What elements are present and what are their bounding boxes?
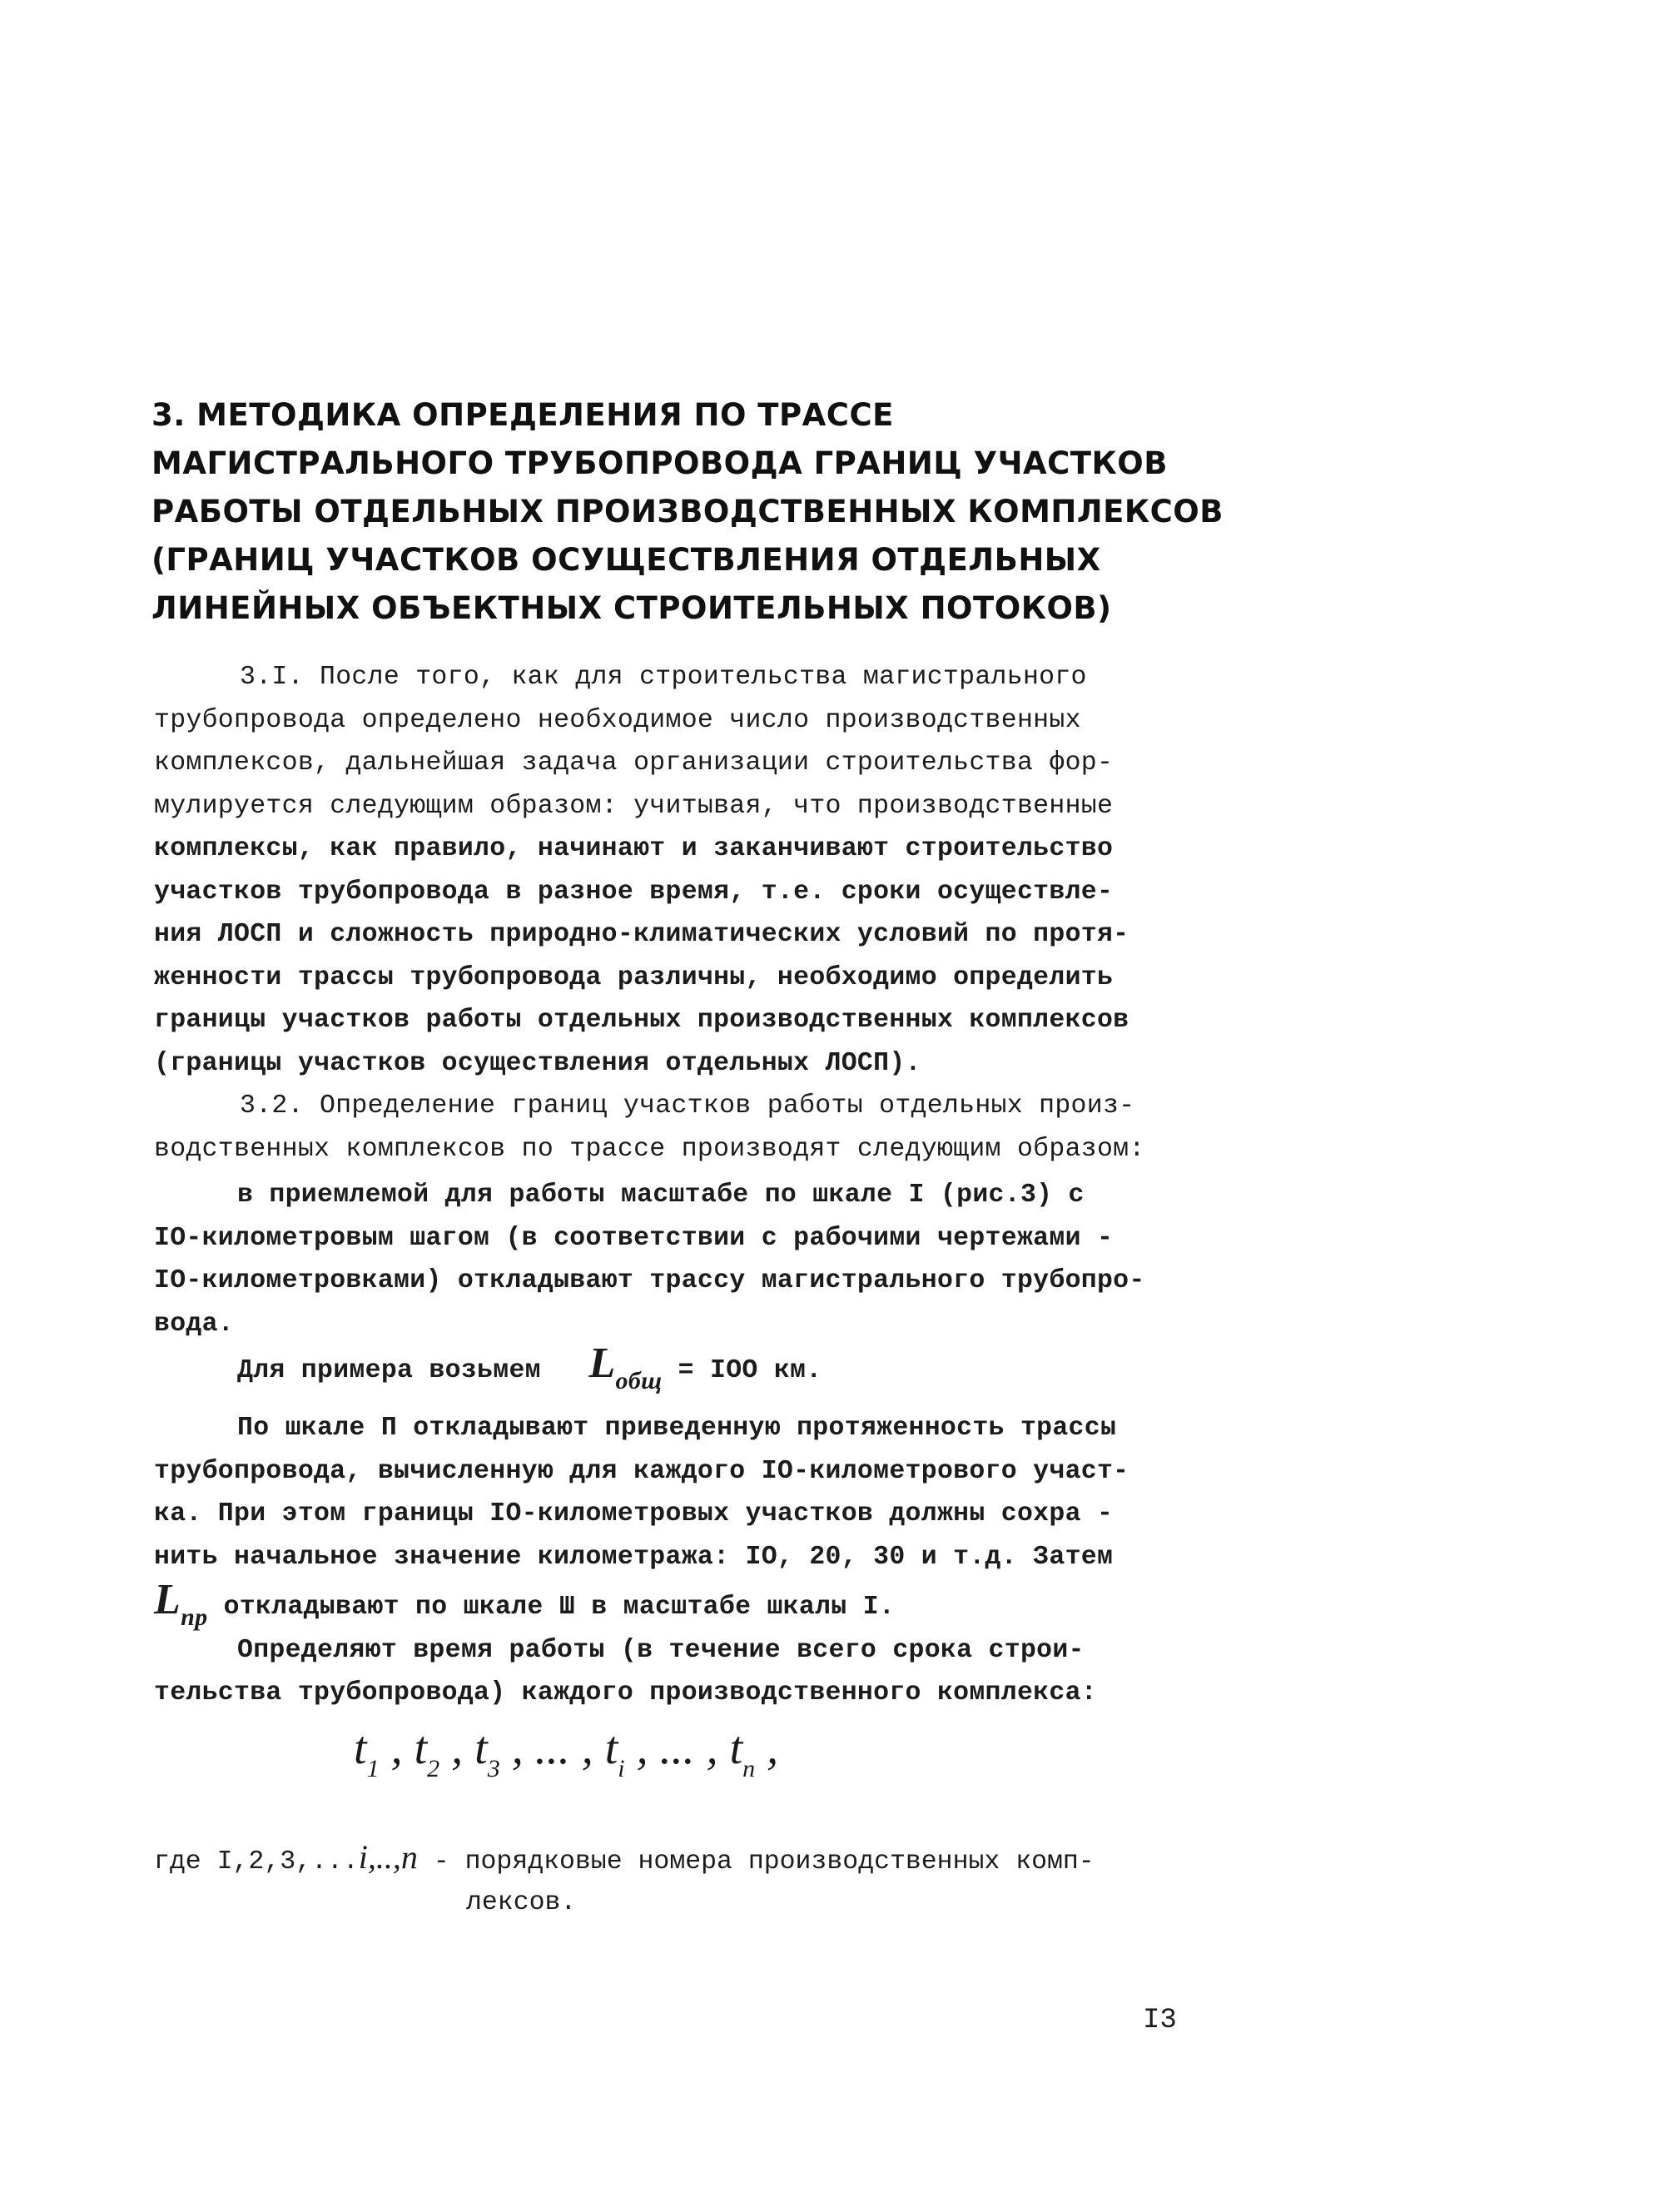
text-line: участков трубопровода в разное время, т.е. сроки осуществле- xyxy=(154,877,1114,907)
text-line: женности трассы трубопровода различны, необходимо определить xyxy=(154,962,1114,992)
text-line: в приемлемой для работы масштабе по шкале I (рис.3) с xyxy=(237,1181,1085,1210)
lpr-line xyxy=(154,1578,1186,1629)
text-line: комплексов, дальнейшая задача организации строительства фор- xyxy=(154,748,1114,778)
time-sequence-formula: $t_1$ , $t_2$ , $t_3$ , ... , $t_i$ , ... , $t_n$ , xyxy=(354,1722,779,1782)
text-line: Определяют время работы (в течение всего срока строи- xyxy=(237,1635,1085,1665)
formula-t: t xyxy=(604,1722,618,1774)
formula-t: t xyxy=(414,1722,428,1774)
text-line: мулируется следующим образом: учитывая, что производственные xyxy=(154,791,1114,821)
page-number: I3 xyxy=(1143,2005,1177,2036)
text-line: IO-километровым шагом (в соответствии с рабочими чертежами - xyxy=(154,1223,1114,1253)
example-line xyxy=(154,1342,1186,1393)
text-line: границы участков работы отдельных производственных комплексов xyxy=(154,1006,1129,1035)
heading-line: РАБОТЫ ОТДЕЛЬНЫХ ПРОИЗВОДСТВЕННЫХ КОМПЛЕКСОВ xyxy=(151,494,1224,529)
formula-t: t xyxy=(729,1722,743,1774)
heading-line: ЛИНЕЙНЫХ ОБЪЕКТНЫХ СТРОИТЕЛЬНЫХ ПОТОКОВ) xyxy=(151,590,1112,626)
paragraph-3-1 xyxy=(154,656,1186,1171)
heading-line: 3. МЕТОДИКА ОПРЕДЕЛЕНИЯ ПО ТРАССЕ xyxy=(151,397,894,433)
formula-t: t xyxy=(354,1722,367,1774)
where-clause xyxy=(154,1836,1095,1884)
formula-ellipsis: ... xyxy=(659,1722,695,1774)
text-line: (границы участков осуществления отдельных ЛОСП). xyxy=(154,1048,921,1078)
text-line: трубопровода, вычисленную для каждого IO-километрового участ- xyxy=(154,1456,1129,1486)
heading-line: МАГИСТРАЛЬНОГО ТРУБОПРОВОДА ГРАНИЦ УЧАСТКОВ xyxy=(151,445,1168,481)
paragraph-scale-2 xyxy=(154,1407,1186,1715)
where-prefix: где I,2,3,... xyxy=(154,1847,359,1876)
section-heading xyxy=(151,391,1234,633)
text-line: IO-километровками) откладывают трассу магистрального трубопро- xyxy=(154,1266,1145,1295)
text-line: вода. xyxy=(154,1309,235,1339)
where-vars: i,..,n xyxy=(358,1838,418,1876)
text-line: 3.2. Определение границ участков работы отдельных произ- xyxy=(240,1091,1135,1121)
text-line: 3.I. После того, как для строительства магистрального xyxy=(240,663,1087,692)
formula-ellipsis: ... xyxy=(534,1722,570,1774)
paragraph-scale-1 xyxy=(154,1174,1186,1345)
formula-sub: 2 xyxy=(427,1755,440,1782)
example-suffix: = IOO км. xyxy=(678,1356,822,1385)
where-text: - порядковые номера производственных комп- xyxy=(433,1847,1095,1876)
text-line: ка. При этом границы IO-километровых участков должны сохра - xyxy=(154,1499,1114,1529)
text-line: ния ЛОСП и сложность природно-климатических условий по протя- xyxy=(154,920,1129,949)
formula-sub: 3 xyxy=(487,1755,500,1782)
formula-sub: n xyxy=(742,1755,756,1782)
l-total-symbol: L xyxy=(588,1340,616,1387)
heading-line: (ГРАНИЦ УЧАСТКОВ ОСУЩЕСТВЛЕНИЯ ОТДЕЛЬНЫХ xyxy=(151,542,1101,578)
lpr-suffix: откладывают по шкале Ш в масштабе шкалы I. xyxy=(207,1593,896,1622)
text-line: трубопровода определено необходимое число производственных xyxy=(154,705,1081,735)
example-prefix: Для примера возьмем xyxy=(237,1356,541,1385)
text-line: нить начальное значение километража: IO, 20, 30 и т.д. Затем xyxy=(154,1542,1114,1572)
formula-sub: i xyxy=(618,1755,625,1782)
text-line: водственных комплексов по трассе производят следующим образом: xyxy=(154,1134,1145,1164)
where-continuation: лексов. xyxy=(466,1888,577,1917)
text-line: комплексы, как правило, начинают и заканчивают строительство xyxy=(154,834,1114,863)
l-pr-subscript: пр xyxy=(181,1603,208,1631)
l-total-subscript: общ xyxy=(615,1367,663,1394)
formula-sub: 1 xyxy=(366,1755,380,1782)
l-pr-symbol: L xyxy=(154,1576,181,1623)
formula-t: t xyxy=(474,1722,488,1774)
text-line: тельства трубопровода) каждого производственного комплекса: xyxy=(154,1678,1097,1707)
text-line: По шкале П откладывают приведенную протяженность трассы xyxy=(237,1414,1117,1443)
